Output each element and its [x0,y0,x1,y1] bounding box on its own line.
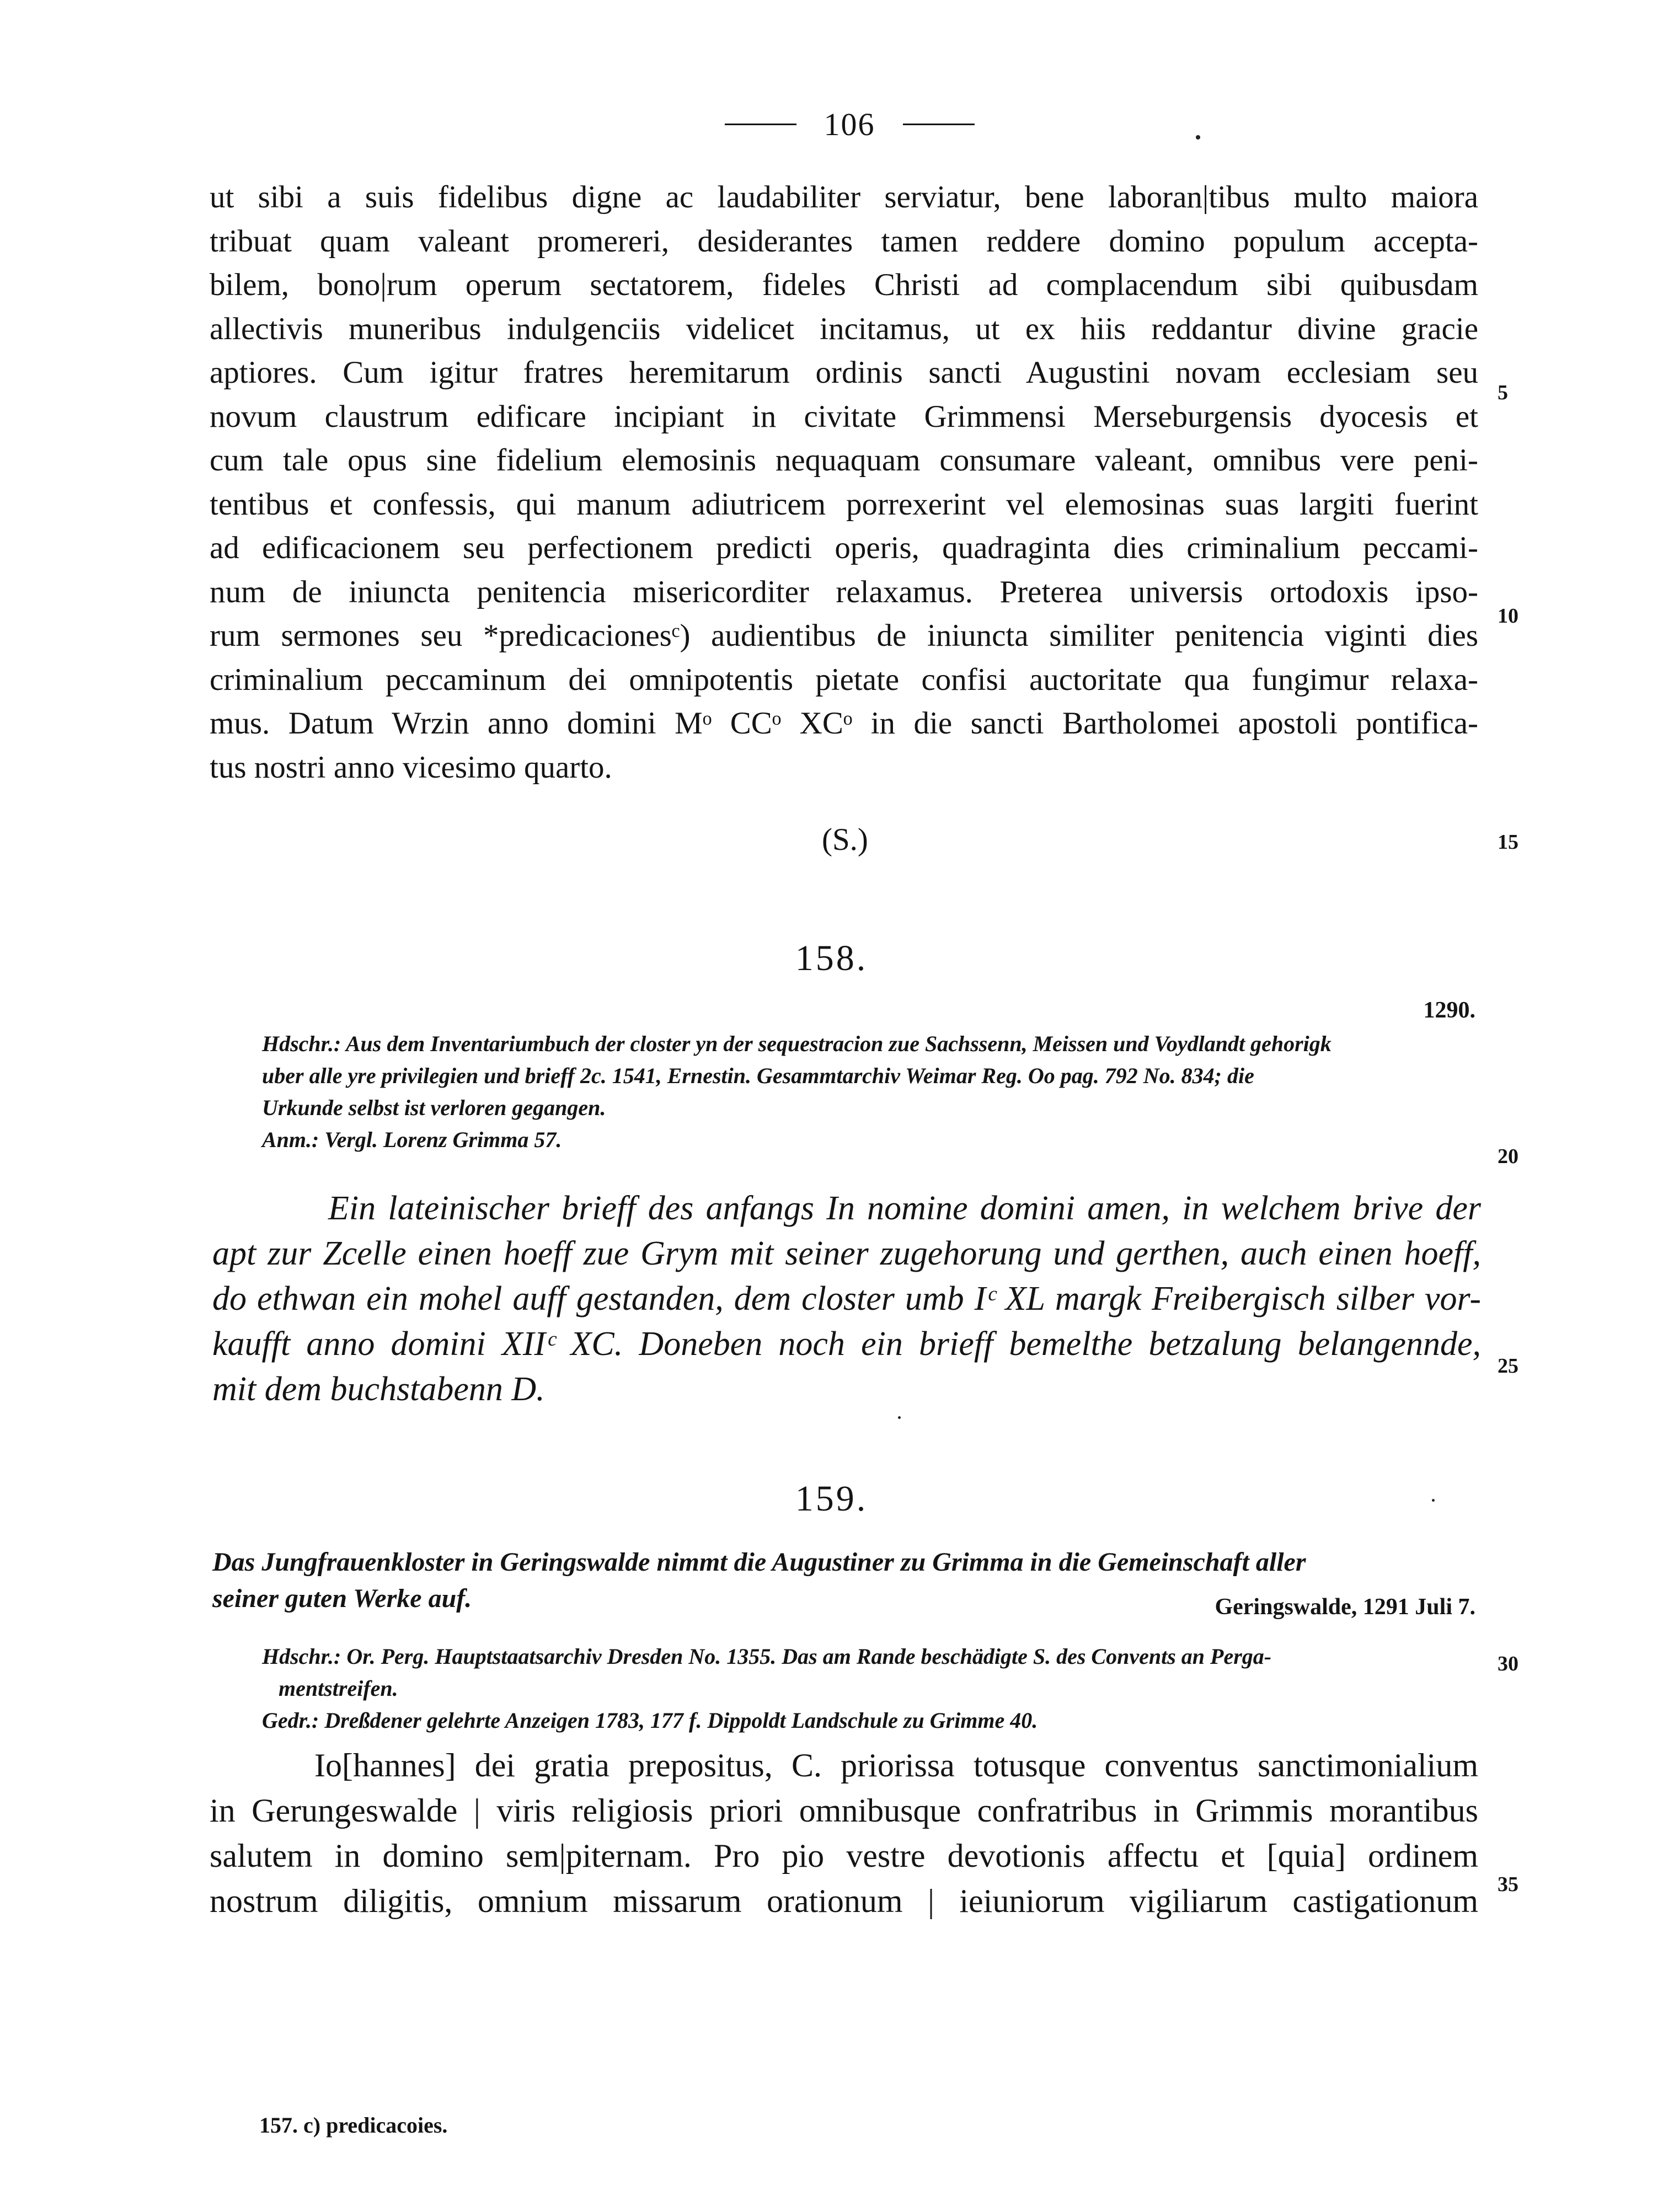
seal-mark: (S.) [822,822,868,857]
text-line: cum tale opus sine fidelium elemosinis nequaquam consumare valeant, omnibus vere peni- [210,443,1478,478]
margin-line-number: 15 [1498,831,1518,854]
text-line: ut sibi a suis fidelibus digne ac laudabiliter serviatur, bene laboran|tibus multo maiora [210,180,1478,215]
text-line: kaufft anno domini XIIᶜ XC. Doneben noch ein brieff bemelthe betzalung belangennde, [212,1325,1481,1363]
doc159-date: Geringswalde, 1291 Juli 7. [1215,1594,1475,1620]
header-rule-left [725,124,796,125]
speck-mark [898,1416,901,1419]
text-line: tus nostri anno vicesimo quarto. [210,749,612,785]
text-line: tribuat quam valeant promereri, desiderantes tamen reddere domino populum accepta- [210,223,1478,259]
page-number: 106 [824,106,875,142]
text-line: mus. Datum Wrzin anno domini Mᵒ CCᵒ XCᵒ in die sancti Bartholomei apostoli pontifica- [210,706,1478,741]
header-rule-right [903,124,975,125]
text-line: mit dem buchstabenn D. [212,1370,545,1408]
source-line: Hdschr.: Or. Perg. Hauptstaatsarchiv Dresden No. 1355. Das am Rande beschädigte S. des Convents an Perga- [262,1644,1272,1669]
text-line: tentibus et confessis, qui manum adiutricem porrexerint vel elemosinas suas largiti fuerint [210,486,1478,522]
speck-mark [1196,135,1200,140]
margin-line-number: 35 [1498,1873,1518,1896]
doc159-text [210,1743,1478,1924]
footnote: 157. c) predicacoies. [259,2113,448,2138]
text-line: salutem in domino sem|piternam. Pro pio vestre devotionis affectu et [quia] ordinem [210,1838,1478,1874]
text-line: bilem, bono|rum operum sectatorem, fideles Christi ad complacendum sibi quibusdam [210,267,1478,302]
text-line: num de iniuncta penitencia misericorditer relaxamus. Preterea universis ortodoxis ipso- [210,574,1478,609]
regest-line: seiner guten Werke auf. [212,1584,472,1613]
regest-line: Das Jungfrauenkloster in Geringswalde nimmt die Augustiner zu Grimma in die Gemeinschaft aller [212,1547,1306,1577]
margin-line-number: 20 [1498,1145,1518,1168]
text-line: criminalium peccaminum dei omnipotentis pietate confisi auctoritate qua fungimur relaxa- [210,662,1478,697]
source-line: Gedr.: Dreßdener gelehrte Anzeigen 1783, 177 f. Dippoldt Landschule zu Grimme 40. [262,1708,1038,1733]
text-line: rum sermones seu *predicacionesᶜ) audientibus de iniuncta similiter penitencia viginti dies [210,618,1478,653]
margin-line-number: 25 [1498,1354,1518,1378]
source-line: Hdschr.: Aus dem Inventariumbuch der closter yn der sequestracion zue Sachssenn, Meissen und Voydlandt gehorigk [262,1031,1332,1056]
doc157-text [210,175,1478,789]
text-line: do ethwan ein mohel auff gestanden, dem closter umb Iᶜ XL margk Freibergisch silber vor- [212,1280,1481,1317]
text-line: Ein lateinischer brieff des anfangs In nomine domini amen, in welchem brive der [328,1190,1481,1227]
margin-line-number: 10 [1498,604,1518,628]
doc159-number: 159. [795,1479,868,1519]
text-line: Io[hannes] dei gratia prepositus, C. priorissa totusque conventus sanctimonialium [314,1747,1478,1783]
source-line: Anm.: Vergl. Lorenz Grimma 57. [262,1127,562,1152]
doc158-source-notes [262,1028,1481,1156]
page-header [701,102,998,146]
text-line: apt zur Zcelle einen hoeff zue Grym mit seiner zugehorung und gerthen, auch einen hoeff, [212,1235,1481,1272]
doc158-text [212,1186,1481,1412]
text-line: novum claustrum edificare incipiant in civitate Grimmensi Merseburgensis dyocesis et [210,399,1478,434]
source-line: uber alle yre privilegien und brieff 2c. 1541, Ernestin. Gesammtarchiv Weimar Reg. Oo pag. 792 No. 834; die [262,1063,1254,1088]
doc158-date: 1290. [1423,998,1475,1023]
doc158-number: 158. [795,938,868,978]
text-line: ad edificacionem seu perfectionem predicti operis, quadraginta dies criminalium peccami- [210,531,1478,565]
text-line: aptiores. Cum igitur fratres heremitarum ordinis sancti Augustini novam ecclesiam seu [210,355,1478,390]
doc159-source-notes [262,1641,1481,1737]
margin-line-number: 30 [1498,1652,1518,1675]
text-line: in Gerungeswalde | viris religiosis priori omnibusque confratribus in Grimmis morantibus [210,1792,1478,1829]
source-line: mentstreifen. [279,1676,398,1701]
text-line: nostrum diligitis, omnium missarum orationum | ieiuniorum vigiliarum castigationum [210,1883,1478,1919]
text-line: allectivis muneribus indulgenciis videlicet incitamus, ut ex hiis reddantur divine gracie [210,311,1478,346]
source-line: Urkunde selbst ist verloren gegangen. [262,1095,606,1120]
margin-line-number: 5 [1498,381,1508,404]
